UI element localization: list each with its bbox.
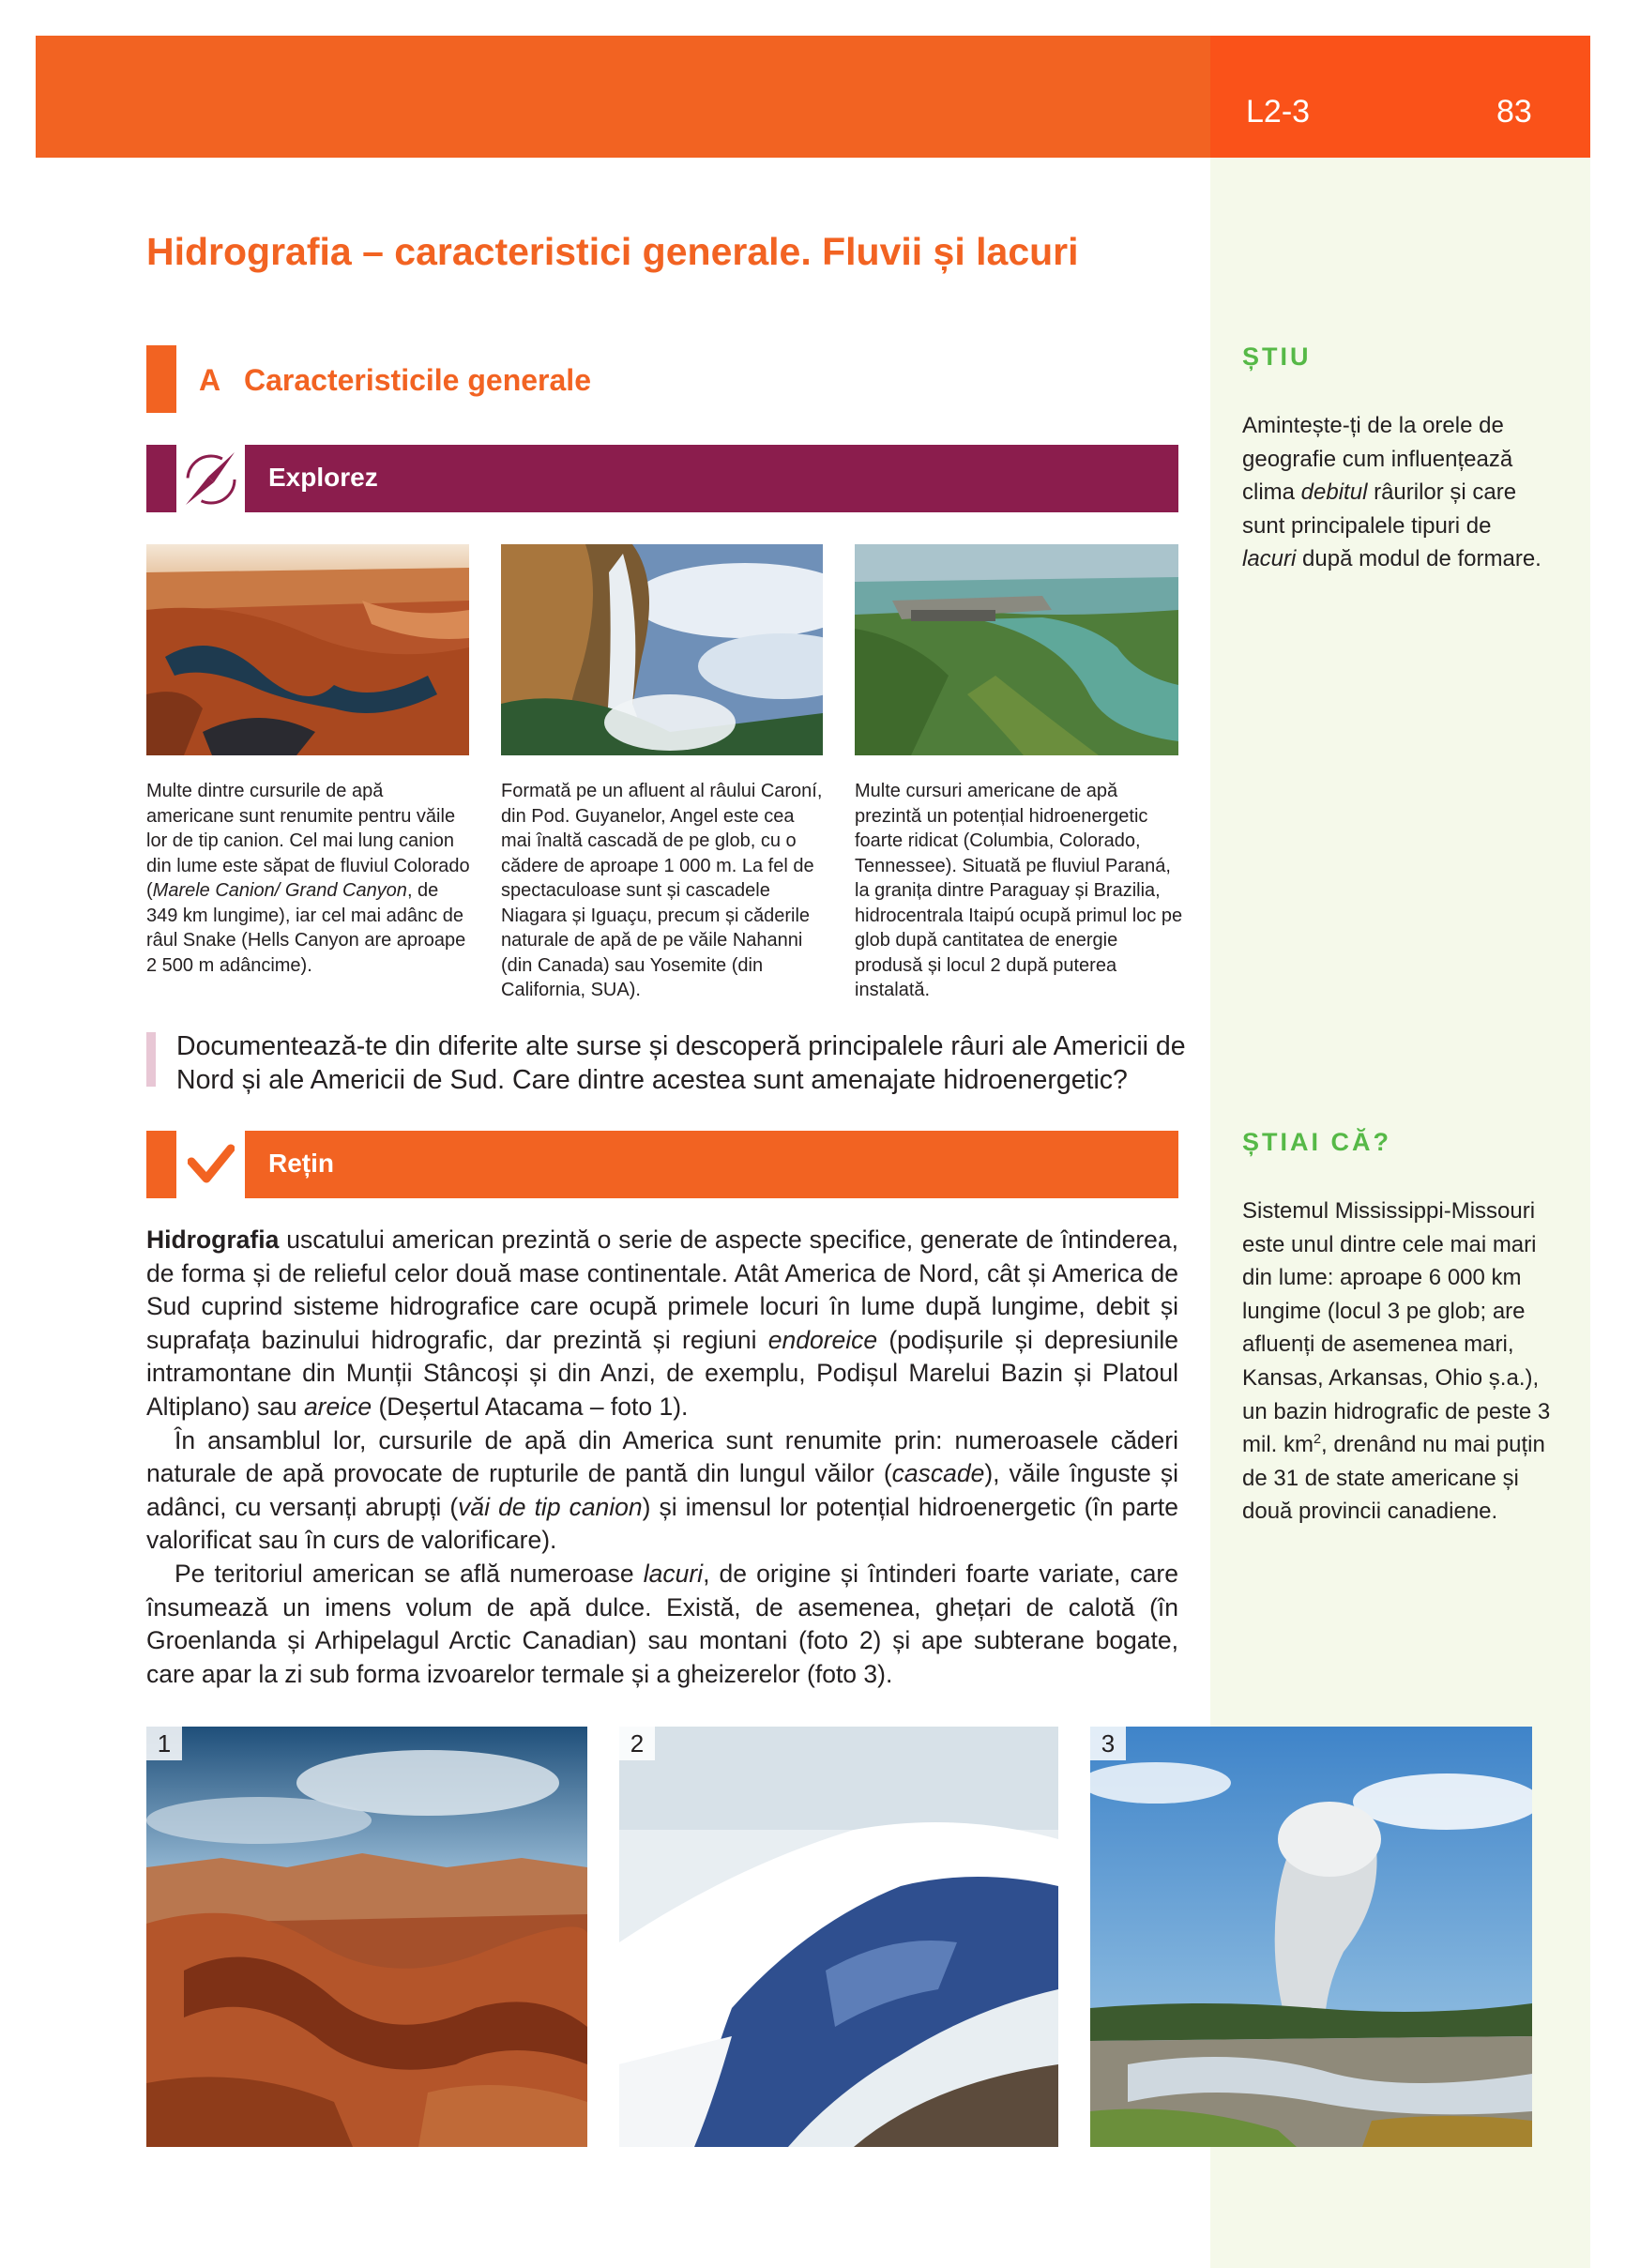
body-paragraph-2 (146, 1424, 1178, 1558)
task-text: Documentează-te din diferite alte surse și descoperă principalele râuri ale Americii de Nord și ale Americii de Sud. Care dintre acestea sunt amenajate hidroenergetic? (176, 1031, 1186, 1095)
task-marker (146, 1032, 156, 1087)
check-icon (188, 1143, 235, 1186)
caption-canyon-text-end: , de 349 km lungime), iar cel mai adânc de râul Snake (Hells Canyon are aproape 2 500 m adâncime). (146, 880, 466, 976)
stiaica-superscript: 2 (1313, 1432, 1321, 1448)
body-italic: endoreice (767, 1325, 878, 1354)
body-text-span: Pe teritoriul american se află numeroase (175, 1559, 644, 1588)
body-text (146, 1224, 1178, 1691)
section-a-title: Caracteristicile generale (244, 363, 591, 397)
stiu-italic: lacuri (1242, 546, 1297, 571)
stiu-title: ȘTIU (1242, 342, 1312, 371)
section-a-accent (146, 345, 176, 413)
explorez-bar (245, 445, 1178, 512)
section-a-letter: A (199, 363, 221, 397)
body-text-span: ), văile înguste și adânci, cu versanți abrupți ( (146, 1459, 1178, 1521)
stiaica-text-span: , drenând nu mai puțin de 31 de state americane și două provincii canadiene. (1242, 1432, 1545, 1525)
body-text-span: uscatului american prezintă o serie de aspecte specifice, generate de întinderea, de forma și de relieful celor două mase continentale. Atât America de Nord, cât și America de Sud cuprind sisteme hidrografice care ocupă primele locuri în lume după lungime, debit și suprafața bazinului hidrografic, dar prezintă și regiuni (146, 1225, 1178, 1354)
photo-number-2: 2 (619, 1727, 655, 1760)
stiaica-text (1242, 1195, 1552, 1529)
header-bar (36, 36, 1210, 158)
stiu-italic: debitul (1300, 479, 1368, 505)
stiu-text-span: Amintește-ți de la orele de geografie cum influențează clima (1242, 413, 1513, 505)
stiu-text-span: după modul de formare. (1296, 546, 1541, 571)
photo-number-3: 3 (1090, 1727, 1126, 1760)
page-number: 83 (1496, 94, 1532, 129)
caption-canyon (146, 779, 475, 978)
body-text-span: , de origine și întinderi foarte variate, care însumează un imens volum de apă dulce. Există, de asemenea, ghețari de calotă (în Groenlanda și Arhipelagul Arctic Canadian) sau montani (foto 2) și ape subterane bogate, care apar la zi sub forma izvoarelor termale și a gheizerelor (foto 3). (146, 1559, 1178, 1688)
body-text-span: (Deșertul Atacama – foto 1). (372, 1392, 689, 1421)
body-italic: văi de tip canion (458, 1492, 643, 1521)
canyon-photo (146, 544, 469, 755)
page-title: Hidrografia – caracteristici generale. Fluvii și lacuri (146, 230, 1079, 273)
lesson-code: L2-3 (1246, 94, 1311, 129)
geyser-photo (1090, 1727, 1532, 2147)
body-paragraph-1 (146, 1224, 1178, 1424)
explorez-label: Explorez (268, 463, 378, 492)
stiu-text (1242, 409, 1542, 576)
body-text-span: În ansamblul lor, cursurile de apă din America sunt renumite prin: numeroasele căderi naturale de apă provocate de rupturile de pantă din lungul văilor ( (146, 1425, 1178, 1488)
retin-accent (146, 1131, 176, 1198)
stiaica-title: ȘTIAI CĂ? (1242, 1128, 1391, 1156)
body-italic: lacuri (643, 1559, 704, 1588)
retin-label: Rețin (268, 1149, 334, 1178)
body-paragraph-3 (146, 1558, 1178, 1691)
caption-waterfall: Formată pe un afluent al râului Caroní, din Pod. Guyanelor, Angel este cea mai înaltă cascadă de pe glob, cu o cădere de aproape 1 000 m. La fel de spectaculoase sunt și cascadele Niagara și Iguaçu, precum și căderile naturale de apă de pe văile Nahanni (din Canada) sau Yosemite (din California, SUA). (501, 781, 823, 1000)
stiu-text-span: râurilor și care sunt principalele tipuri de (1242, 479, 1517, 539)
caption-dam: Multe cursuri americane de apă prezintă un potențial hidroenergetic foarte ridicat (Columbia, Colorado, Tennessee). Situată pe fluviul Paraná, la granița dintre Paraguay și Brazilia, hidrocentrala Itaipú ocupă primul loc pe glob după cantitatea de energie produsă și locul 2 după puterea instalată. (855, 781, 1183, 1000)
atacama-photo (146, 1727, 587, 2147)
stiaica-text-span: Sistemul Mississippi-Missouri este unul dintre cele mai mari din lume: aproape 6 000 km lungime (locul 3 pe glob; are afluenți de asemenea mari, Kansas, Arkansas, Ohio ș.a.), un bazin hidrografic de peste 3 mil. km (1242, 1198, 1551, 1458)
photo-number-1: 1 (146, 1727, 182, 1760)
caption-canyon-text: Multe dintre cursurile de apă americane sunt renumite pentru văile lor de tip canion. Cel mai lung canion din lume este săpat de fluviul Colorado ( (146, 781, 470, 901)
glacier-photo (619, 1727, 1058, 2147)
body-term: Hidrografia (146, 1225, 280, 1254)
explorez-accent (146, 445, 176, 512)
retin-bar (245, 1131, 1178, 1198)
body-italic: cascade (891, 1459, 985, 1488)
dam-photo (855, 544, 1178, 755)
compass-icon (180, 449, 240, 509)
body-text-span: ) și imensul lor potențial hidroenergetic (în parte valorificat sau în curs de valorificare). (146, 1492, 1178, 1555)
waterfall-photo (501, 544, 823, 755)
caption-canyon-italic: Marele Canion/ Grand Canyon (152, 880, 407, 901)
body-text-span: (podișurile și depresiunile intramontane din Munții Stâncoși și din Anzi, de exemplu, Podișul Marelui Bazin și Platoul Altiplano) sau (146, 1325, 1178, 1421)
body-italic: areice (303, 1392, 372, 1421)
